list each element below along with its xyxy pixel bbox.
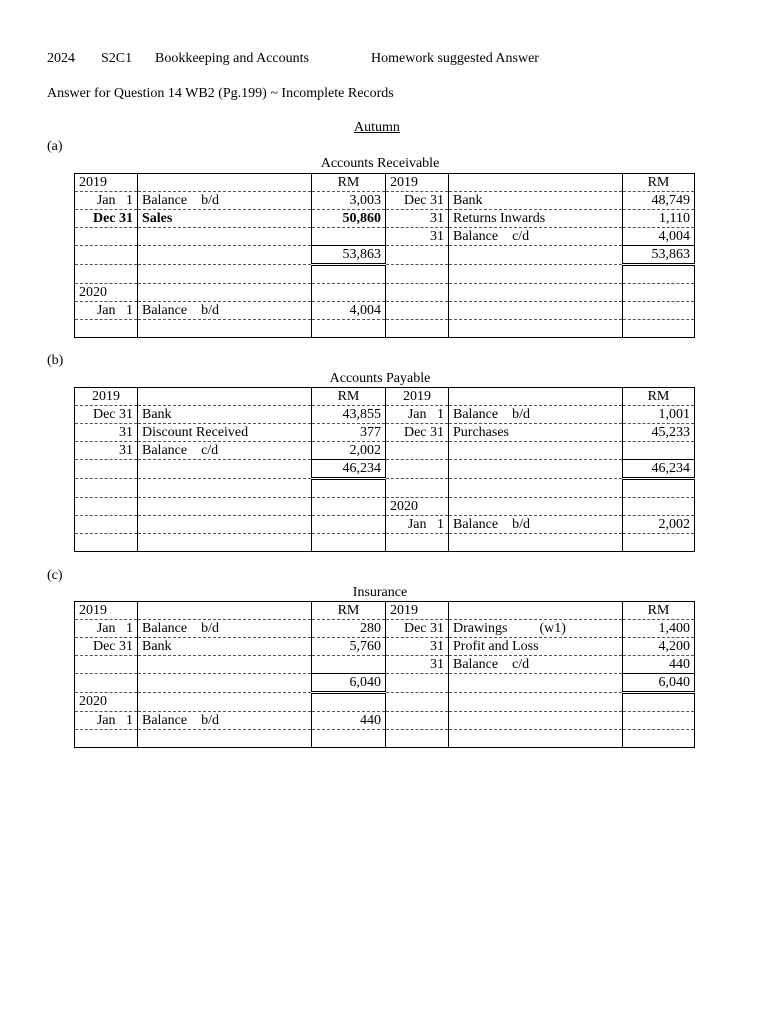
insurance-ledger bbox=[74, 601, 695, 748]
ledger-row bbox=[75, 424, 695, 442]
question-title: Answer for Question 14 WB2 (Pg.199) ~ Incomplete Records bbox=[47, 86, 394, 101]
ledger-total-row bbox=[75, 246, 695, 265]
particulars-cell: Discount Received bbox=[138, 424, 312, 442]
particulars-cell bbox=[138, 388, 312, 406]
particulars-cell bbox=[449, 730, 623, 748]
particulars-cell: Balance b/d bbox=[138, 302, 312, 320]
date-cell bbox=[75, 730, 138, 748]
date-cell: 2019 bbox=[75, 388, 138, 406]
amount-cell bbox=[623, 302, 695, 320]
particulars-cell: Balance c/d bbox=[138, 442, 312, 460]
date-cell: Jan 1 bbox=[75, 302, 138, 320]
ledger-row bbox=[75, 284, 695, 302]
particulars-cell: Bank bbox=[449, 192, 623, 210]
ledger-row bbox=[75, 730, 695, 748]
date-cell bbox=[386, 320, 449, 338]
amount-cell: 1,110 bbox=[623, 210, 695, 228]
accounts-receivable-title: Accounts Receivable bbox=[320, 156, 440, 171]
particulars-cell: Sales bbox=[138, 210, 312, 228]
particulars-cell bbox=[138, 498, 312, 516]
particulars-cell: Balance c/d bbox=[449, 656, 623, 674]
amount-cell bbox=[312, 265, 386, 284]
date-cell bbox=[386, 442, 449, 460]
date-cell: Dec 31 bbox=[386, 192, 449, 210]
amount-cell: 1,001 bbox=[623, 406, 695, 424]
particulars-cell: Bank bbox=[138, 406, 312, 424]
ledger-row bbox=[75, 693, 695, 712]
date-cell: Jan 1 bbox=[386, 516, 449, 534]
ledger-row bbox=[75, 302, 695, 320]
amount-cell bbox=[623, 442, 695, 460]
amount-cell: 2,002 bbox=[623, 516, 695, 534]
particulars-cell bbox=[449, 602, 623, 620]
particulars-cell bbox=[138, 656, 312, 674]
date-cell bbox=[386, 284, 449, 302]
particulars-cell: Balance b/d bbox=[138, 620, 312, 638]
amount-cell bbox=[312, 284, 386, 302]
particulars-cell bbox=[449, 302, 623, 320]
date-cell bbox=[386, 534, 449, 552]
amount-cell: RM bbox=[623, 174, 695, 192]
particulars-cell: Balance b/d bbox=[138, 712, 312, 730]
date-cell bbox=[75, 498, 138, 516]
particulars-cell bbox=[449, 534, 623, 552]
ledger-row bbox=[75, 192, 695, 210]
ledger-row bbox=[75, 602, 695, 620]
date-cell: 31 bbox=[386, 638, 449, 656]
amount-cell bbox=[312, 498, 386, 516]
date-cell: Dec 31 bbox=[75, 406, 138, 424]
date-cell bbox=[75, 656, 138, 674]
particulars-cell bbox=[138, 320, 312, 338]
ledger-row bbox=[75, 479, 695, 498]
particulars-cell: Returns Inwards bbox=[449, 210, 623, 228]
total-debit: 53,863 bbox=[312, 246, 386, 265]
amount-cell bbox=[623, 712, 695, 730]
amount-cell: 3,003 bbox=[312, 192, 386, 210]
amount-cell: 43,855 bbox=[312, 406, 386, 424]
accounts-payable-title: Accounts Payable bbox=[329, 371, 431, 386]
date-cell: 31 bbox=[75, 442, 138, 460]
date-cell: 2020 bbox=[75, 284, 138, 302]
date-cell: Jan 1 bbox=[386, 406, 449, 424]
header-doc-type: Homework suggested Answer bbox=[371, 51, 539, 66]
particulars-cell: Profit and Loss bbox=[449, 638, 623, 656]
date-cell: Jan 1 bbox=[75, 620, 138, 638]
ledger-row bbox=[75, 174, 695, 192]
ledger-row bbox=[75, 442, 695, 460]
date-cell bbox=[75, 246, 138, 265]
amount-cell: 50,860 bbox=[312, 210, 386, 228]
date-cell: Dec 31 bbox=[75, 638, 138, 656]
particulars-cell bbox=[138, 246, 312, 265]
particulars-cell bbox=[449, 674, 623, 693]
amount-cell: RM bbox=[623, 388, 695, 406]
date-cell: Dec 31 bbox=[75, 210, 138, 228]
particulars-cell: Purchases bbox=[449, 424, 623, 442]
ledger-row bbox=[75, 265, 695, 284]
drawings-label: Drawings bbox=[453, 620, 508, 636]
amount-cell bbox=[312, 693, 386, 712]
date-cell: 2019 bbox=[75, 174, 138, 192]
total-debit: 6,040 bbox=[312, 674, 386, 693]
amount-cell: 440 bbox=[623, 656, 695, 674]
amount-cell bbox=[312, 516, 386, 534]
particulars-cell: Balance b/d bbox=[138, 192, 312, 210]
particulars-cell bbox=[449, 265, 623, 284]
date-cell: Dec 31 bbox=[386, 424, 449, 442]
amount-cell: RM bbox=[312, 174, 386, 192]
amount-cell bbox=[623, 479, 695, 498]
date-cell: 31 bbox=[75, 424, 138, 442]
date-cell bbox=[386, 712, 449, 730]
ledger-row bbox=[75, 498, 695, 516]
date-cell bbox=[75, 516, 138, 534]
date-cell bbox=[386, 674, 449, 693]
amount-cell bbox=[312, 730, 386, 748]
date-cell bbox=[386, 460, 449, 479]
particulars-cell bbox=[449, 712, 623, 730]
ledger-row bbox=[75, 656, 695, 674]
amount-cell bbox=[623, 534, 695, 552]
part-a-label: (a) bbox=[47, 139, 63, 154]
ledger-row bbox=[75, 228, 695, 246]
header-subject: Bookkeeping and Accounts bbox=[155, 51, 309, 66]
date-cell: 2019 bbox=[386, 174, 449, 192]
particulars-cell: Balance c/d bbox=[449, 228, 623, 246]
amount-cell: 4,004 bbox=[623, 228, 695, 246]
amount-cell: 5,760 bbox=[312, 638, 386, 656]
particulars-cell bbox=[138, 460, 312, 479]
particulars-cell bbox=[449, 620, 623, 638]
working-note-ref: (w1) bbox=[539, 620, 566, 636]
date-cell bbox=[386, 265, 449, 284]
particulars-cell bbox=[449, 460, 623, 479]
amount-cell bbox=[623, 284, 695, 302]
particulars-cell: Bank bbox=[138, 638, 312, 656]
total-credit: 46,234 bbox=[623, 460, 695, 479]
amount-cell bbox=[312, 656, 386, 674]
particulars-cell bbox=[138, 602, 312, 620]
date-cell: Jan 1 bbox=[75, 712, 138, 730]
particulars-cell: Balance b/d bbox=[449, 516, 623, 534]
total-debit: 46,234 bbox=[312, 460, 386, 479]
ledger-row bbox=[75, 516, 695, 534]
amount-cell: RM bbox=[312, 388, 386, 406]
amount-cell: 440 bbox=[312, 712, 386, 730]
date-cell bbox=[386, 730, 449, 748]
date-cell bbox=[386, 479, 449, 498]
date-cell: 31 bbox=[386, 656, 449, 674]
ledger-row bbox=[75, 388, 695, 406]
date-cell: Dec 31 bbox=[386, 620, 449, 638]
particulars-cell bbox=[138, 534, 312, 552]
particulars-cell bbox=[449, 693, 623, 712]
date-cell bbox=[75, 320, 138, 338]
date-cell: 2020 bbox=[386, 498, 449, 516]
amount-cell bbox=[312, 228, 386, 246]
amount-cell: 377 bbox=[312, 424, 386, 442]
date-cell: Jan 1 bbox=[75, 192, 138, 210]
ledger-total-row bbox=[75, 460, 695, 479]
amount-cell bbox=[623, 498, 695, 516]
amount-cell: 48,749 bbox=[623, 192, 695, 210]
date-cell bbox=[75, 460, 138, 479]
date-cell bbox=[75, 265, 138, 284]
amount-cell: 280 bbox=[312, 620, 386, 638]
part-c-label: (c) bbox=[47, 568, 63, 583]
particulars-cell bbox=[138, 284, 312, 302]
ledger-row bbox=[75, 320, 695, 338]
section-title: Autumn bbox=[354, 120, 400, 135]
particulars-cell: Balance b/d bbox=[449, 406, 623, 424]
date-cell bbox=[386, 246, 449, 265]
particulars-cell bbox=[449, 479, 623, 498]
ledger-row bbox=[75, 406, 695, 424]
particulars-cell bbox=[449, 320, 623, 338]
particulars-cell bbox=[138, 693, 312, 712]
total-credit: 6,040 bbox=[623, 674, 695, 693]
amount-cell: RM bbox=[312, 602, 386, 620]
ledger-total-row bbox=[75, 674, 695, 693]
total-credit: 53,863 bbox=[623, 246, 695, 265]
header-year: 2024 bbox=[47, 51, 75, 66]
particulars-cell bbox=[138, 174, 312, 192]
amount-cell bbox=[623, 730, 695, 748]
ledger-row bbox=[75, 620, 695, 638]
particulars-cell bbox=[449, 498, 623, 516]
date-cell: 2019 bbox=[386, 388, 449, 406]
date-cell bbox=[386, 693, 449, 712]
date-cell bbox=[75, 674, 138, 693]
ledger-row bbox=[75, 534, 695, 552]
insurance-title: Insurance bbox=[352, 585, 408, 600]
date-cell bbox=[75, 228, 138, 246]
particulars-cell bbox=[449, 284, 623, 302]
date-cell bbox=[75, 479, 138, 498]
particulars-cell bbox=[138, 265, 312, 284]
accounts-receivable-ledger bbox=[74, 173, 695, 338]
date-cell: 2019 bbox=[386, 602, 449, 620]
amount-cell bbox=[623, 693, 695, 712]
particulars-cell bbox=[449, 174, 623, 192]
particulars-cell bbox=[449, 442, 623, 460]
amount-cell: 1,400 bbox=[623, 620, 695, 638]
amount-cell bbox=[623, 320, 695, 338]
particulars-cell bbox=[138, 674, 312, 693]
date-cell: 31 bbox=[386, 210, 449, 228]
date-cell: 2019 bbox=[75, 602, 138, 620]
date-cell bbox=[75, 534, 138, 552]
date-cell: 31 bbox=[386, 228, 449, 246]
date-cell: 2020 bbox=[75, 693, 138, 712]
amount-cell: 4,004 bbox=[312, 302, 386, 320]
amount-cell bbox=[623, 265, 695, 284]
amount-cell: 4,200 bbox=[623, 638, 695, 656]
particulars-cell bbox=[449, 246, 623, 265]
amount-cell bbox=[312, 320, 386, 338]
date-cell bbox=[386, 302, 449, 320]
particulars-cell bbox=[449, 388, 623, 406]
ledger-row bbox=[75, 712, 695, 730]
ledger-row bbox=[75, 638, 695, 656]
particulars-cell bbox=[138, 730, 312, 748]
part-b-label: (b) bbox=[47, 353, 64, 368]
particulars-cell bbox=[138, 516, 312, 534]
particulars-cell bbox=[138, 228, 312, 246]
amount-cell bbox=[312, 534, 386, 552]
amount-cell: RM bbox=[623, 602, 695, 620]
accounts-payable-ledger bbox=[74, 387, 695, 552]
ledger-row bbox=[75, 210, 695, 228]
header-class: S2C1 bbox=[101, 51, 133, 66]
amount-cell: 45,233 bbox=[623, 424, 695, 442]
particulars-cell bbox=[138, 479, 312, 498]
amount-cell: 2,002 bbox=[312, 442, 386, 460]
amount-cell bbox=[312, 479, 386, 498]
